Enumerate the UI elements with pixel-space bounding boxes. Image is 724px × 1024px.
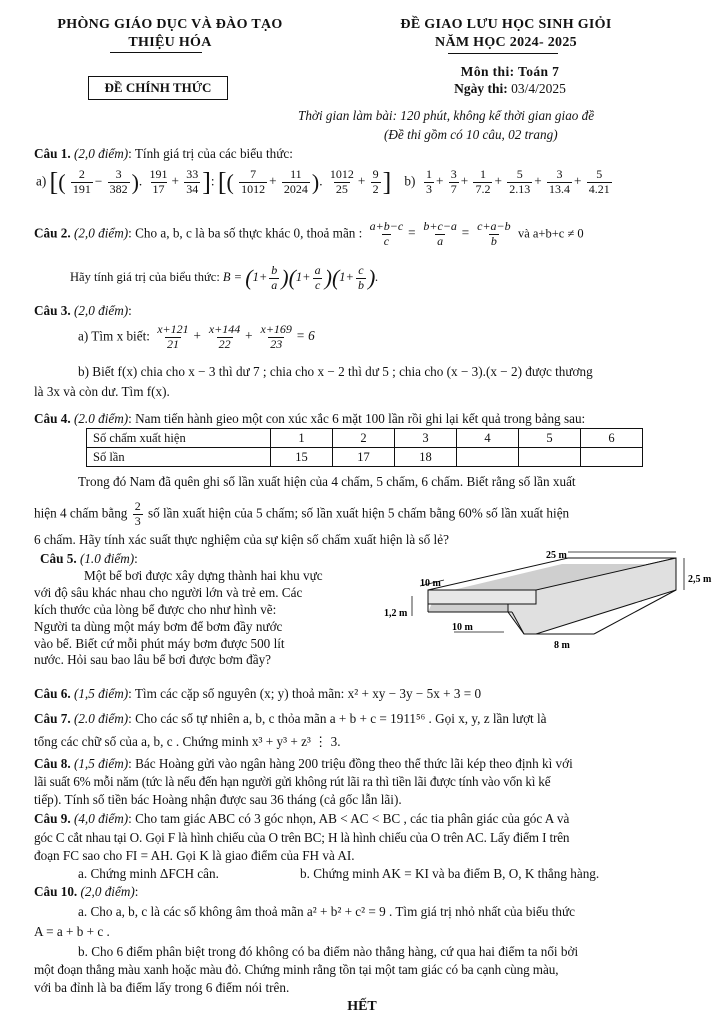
question-10-heading: [34, 884, 138, 901]
q7-label: Câu 7.: [34, 711, 71, 726]
date-value: 03/4/2025: [511, 81, 566, 96]
q3-part-b-line2: là 3x và còn dư. Tìm f(x).: [34, 384, 170, 399]
row-label-counts: Số lần: [87, 448, 271, 467]
time-note: Thời gian làm bài: 120 phút, không kể thời gian giao đề: [298, 108, 595, 123]
q2-text: : Cho a, b, c là ba số thực khác 0, thoả mãn :: [128, 225, 363, 241]
q5-label: Câu 5.: [40, 551, 77, 566]
district-name: THIỆU HÓA: [128, 35, 212, 50]
count-cell: 15: [271, 448, 333, 467]
table-row: [87, 448, 643, 467]
dim-left-length: 10 m: [420, 578, 441, 589]
q5-line: Một bể bơi được xây dựng thành hai khu vực: [84, 568, 323, 583]
table-row: [87, 429, 643, 448]
q3-part-b-line1: b) Biết f(x) chia cho x − 3 thì dư 7 ; chia cho x − 2 thì dư 5 ; chia cho (x − 3).(x − 2) được thương: [78, 364, 593, 379]
header-underline-left: [110, 52, 202, 53]
dice-frequency-table: [86, 428, 643, 467]
q10-label: Câu 10.: [34, 884, 78, 899]
q4-text: : Nam tiến hành gieo một con xúc xắc 6 mặt 100 lần rồi ghi lại kết quả trong bảng sau:: [128, 411, 586, 426]
q2-expression: Hãy tính giá trị của biểu thức: B = (1+ $\frac{b}{a}$ )(1+ $\frac{a}{c}$ )(1+ $\frac{c}{b}$ ).: [70, 263, 379, 292]
face-cell: 3: [395, 429, 457, 448]
q7-line1: : Cho các số tự nhiên a, b, c thỏa mãn a + b + c = 1911⁵⁶ . Gọi x, y, z lần lượt là: [128, 711, 547, 726]
count-cell: [457, 448, 519, 467]
question-9-line1: [34, 811, 714, 828]
dim-height-right: 2,5 m: [688, 574, 712, 585]
date-label: Ngày thi:: [454, 81, 508, 96]
q10-points: (2,0 điểm): [80, 884, 135, 899]
question-8-line2: lãi suất 6% mỗi năm (tức là nếu đến hạn người gửi không rút lãi ra thì tiền lãi được tính vào vốn kì kế: [34, 774, 551, 789]
q4-label: Câu 4.: [34, 411, 71, 426]
q4-para-1: Trong đó Nam đã quên ghi số lần xuất hiện của 4 chấm, 5 chấm, 6 chấm. Biết rằng số lần xuất: [78, 474, 576, 489]
question-6: [34, 686, 714, 703]
q1-b-label: b): [404, 173, 416, 189]
q9-line1: : Cho tam giác ABC có 3 góc nhọn, AB < AC < BC , các tia phân giác của góc A và: [128, 811, 570, 826]
q1-expressions: a) [( $\frac{2}{191}$ − $\frac{3}{382}$ ). $\frac{191}{17}$ + $\frac{33}{34}$ ]: [( $\frac{7}{1012}$ + $\frac{11}{2024}$ ). $\frac{1012}{25}$ + $\frac{9}{2}$ ] b) $\frac{1}{3}$ + $\frac{3}{7}$ + $\frac{1}{7.2}$ + $\frac{5}{2.13}$ + $\frac{3}{13.4}$ + $\frac{5}{4.21}$: [36, 167, 610, 197]
question-9-line2: góc C cắt nhau tại O. Gọi F là hình chiếu của O trên BC; H là hình chiếu của O trên AC. Lấy điểm I trên: [34, 830, 570, 845]
q1-label: Câu 1.: [34, 146, 71, 161]
q2-ask: Hãy tính giá trị của biểu thức:: [70, 270, 220, 285]
question-8-line3: tiếp). Tính số tiền bác Hoàng nhận được sau 36 tháng (cả gốc lẫn lãi).: [34, 792, 402, 807]
dim-height-left: 1,2 m: [384, 608, 408, 619]
count-cell: 17: [333, 448, 395, 467]
count-cell: [519, 448, 581, 467]
question-3-heading: [34, 303, 132, 320]
q6-points: (1,5 điểm): [73, 686, 129, 701]
face-cell: 2: [333, 429, 395, 448]
question-7-line2: tổng các chữ số của a, b, c . Chứng minh x³ + y³ + z³ ⋮ 3.: [34, 734, 341, 749]
q2-points: (2,0 điểm): [73, 225, 129, 241]
face-cell: 6: [581, 429, 643, 448]
q1-text: : Tính giá trị của các biểu thức:: [128, 146, 293, 161]
q10-a-line1: a. Cho a, b, c là các số không âm thoả mãn a² + b² + c² = 9 . Tìm giá trị nhỏ nhất của biểu thức: [78, 904, 576, 919]
q2-condition: và a+b+c ≠ 0: [517, 226, 584, 241]
q5-line: kích thước của lòng bể được cho như hình vẽ:: [34, 601, 277, 617]
q4-p2b: số lần xuất hiện của 5 chấm; số lần xuất hiện 5 chấm bằng 60% số lần xuất hiện: [147, 505, 570, 521]
question-7-line1: [34, 711, 714, 728]
exam-title: ĐỀ GIAO LƯU HỌC SINH GIỎI: [400, 17, 612, 32]
question-5-heading: [40, 551, 138, 568]
q10-a-line2: A = a + b + c .: [34, 924, 110, 939]
q9-label: Câu 9.: [34, 811, 71, 826]
q2-label: Câu 2.: [34, 225, 71, 241]
q5-line: vào bể. Biết cứ mỗi phút máy bơm được 500 lít: [34, 635, 285, 651]
subject-line: Môn thi: Toán 7: [460, 64, 560, 79]
department-name: PHÒNG GIÁO DỤC VÀ ĐÀO TẠO: [57, 17, 283, 32]
q5-line: nước. Hỏi sau bao lâu bể bơi được bơm đầy?: [34, 652, 272, 668]
q5-line: Người ta dùng một máy bơm để bơm đầy nước: [34, 618, 283, 634]
q5-line: với độ sâu khác nhau cho người lớn và trẻ em. Các: [34, 584, 303, 600]
count-cell: 18: [395, 448, 457, 467]
q8-label: Câu 8.: [34, 756, 71, 771]
q4-points: (2.0 điểm): [73, 411, 129, 426]
face-cell: 4: [457, 429, 519, 448]
question-1-heading: [34, 146, 293, 163]
row-label-faces: Số chấm xuất hiện: [87, 429, 271, 448]
count-cell: [581, 448, 643, 467]
q1-a-label: a): [36, 173, 47, 189]
q4-para-2: hiện 4 chấm bằng $\frac{2}{3}$ số lần xuất hiện của 5 chấm; số lần xuất hiện 5 chấm bằng 60% số lần xuất hiện: [34, 499, 570, 528]
pages-note: (Đề thi gồm có 10 câu, 02 trang): [384, 127, 558, 142]
q5-points: (1.0 điểm): [79, 551, 135, 566]
end-marker: HẾT: [347, 999, 377, 1014]
q4-para-3: 6 chấm. Hãy tính xác suất thực nghiệm của sự kiện số chấm xuất hiện là số lẻ?: [34, 532, 449, 547]
q3-part-a: a) Tìm x biết: $\frac{x+121}{21}$ + $\frac{x+144}{22}$ + $\frac{x+169}{23}$ = 6: [78, 322, 315, 351]
face-cell: 5: [519, 429, 581, 448]
question-2-heading: Câu 2. (2,0 điểm): Cho a, b, c là ba số thực khác 0, thoả mãn : $\frac{a+b-c}{c}$ = $\frac{b+c-a}{a}$ = $\frac{c+a-b}{b}$ và a+b+c ≠ 0: [34, 219, 584, 248]
q9-part-b: b. Chứng minh AK = KI và ba điểm B, O, K thẳng hàng.: [300, 866, 600, 881]
q5-body: [34, 568, 374, 669]
q9-points: (4,0 điểm): [73, 811, 129, 826]
q7-points: (2.0 điểm): [73, 711, 129, 726]
q6-label: Câu 6.: [34, 686, 71, 701]
q4-p2a: hiện 4 chấm bằng: [34, 505, 128, 521]
q3-colon: :: [128, 303, 132, 318]
dim-top: 25 m: [546, 550, 567, 561]
q5-colon: :: [134, 551, 138, 566]
question-8-line1: [34, 756, 714, 773]
q3-a-label: a) Tìm x biết:: [78, 328, 150, 344]
dim-bottom-left: 10 m: [452, 622, 473, 633]
exam-date: [430, 80, 590, 97]
q10-colon: :: [134, 884, 139, 899]
q10-b-line2: một đoạn thẳng màu xanh hoặc màu đỏ. Chứng minh rằng tồn tại một tam giác có ba cạnh cùng màu,: [34, 962, 559, 977]
header-underline-right: [448, 53, 558, 54]
question-4-heading: [34, 411, 714, 428]
q8-points: (1,5 điểm): [73, 756, 129, 771]
q1-points: (2,0 điểm): [73, 146, 129, 161]
school-year: NĂM HỌC 2024- 2025: [435, 35, 577, 50]
question-9-line3: đoạn FC sao cho FI = AH. Gọi K là giao điểm của FH và AI.: [34, 848, 355, 863]
q10-b-line1: b. Cho 6 điểm phân biệt trong đó không có ba điểm nào thẳng hàng, cứ qua hai điểm ta nối bởi: [78, 944, 579, 959]
q3-points: (2,0 điểm): [73, 303, 129, 318]
q10-b-line3: với ba đỉnh là ba điểm lấy trong 6 điểm nói trên.: [34, 980, 290, 995]
q3-label: Câu 3.: [34, 303, 71, 318]
q8-line1: : Bác Hoàng gửi vào ngân hàng 200 triệu đồng theo thể thức lãi kép theo định kì với: [128, 756, 573, 771]
pool-front-face-shallow: [428, 590, 536, 604]
q9-part-a: a. Chứng minh ΔFCH cân.: [78, 866, 219, 881]
face-cell: 1: [271, 429, 333, 448]
pool-diagram: [384, 550, 714, 650]
dim-bottom-right: 8 m: [554, 640, 570, 650]
official-exam-box: ĐỀ CHÍNH THỨC: [88, 76, 228, 100]
q6-text: : Tìm các cặp số nguyên (x; y) thoả mãn: x² + xy − 3y − 5x + 3 = 0: [128, 686, 482, 701]
